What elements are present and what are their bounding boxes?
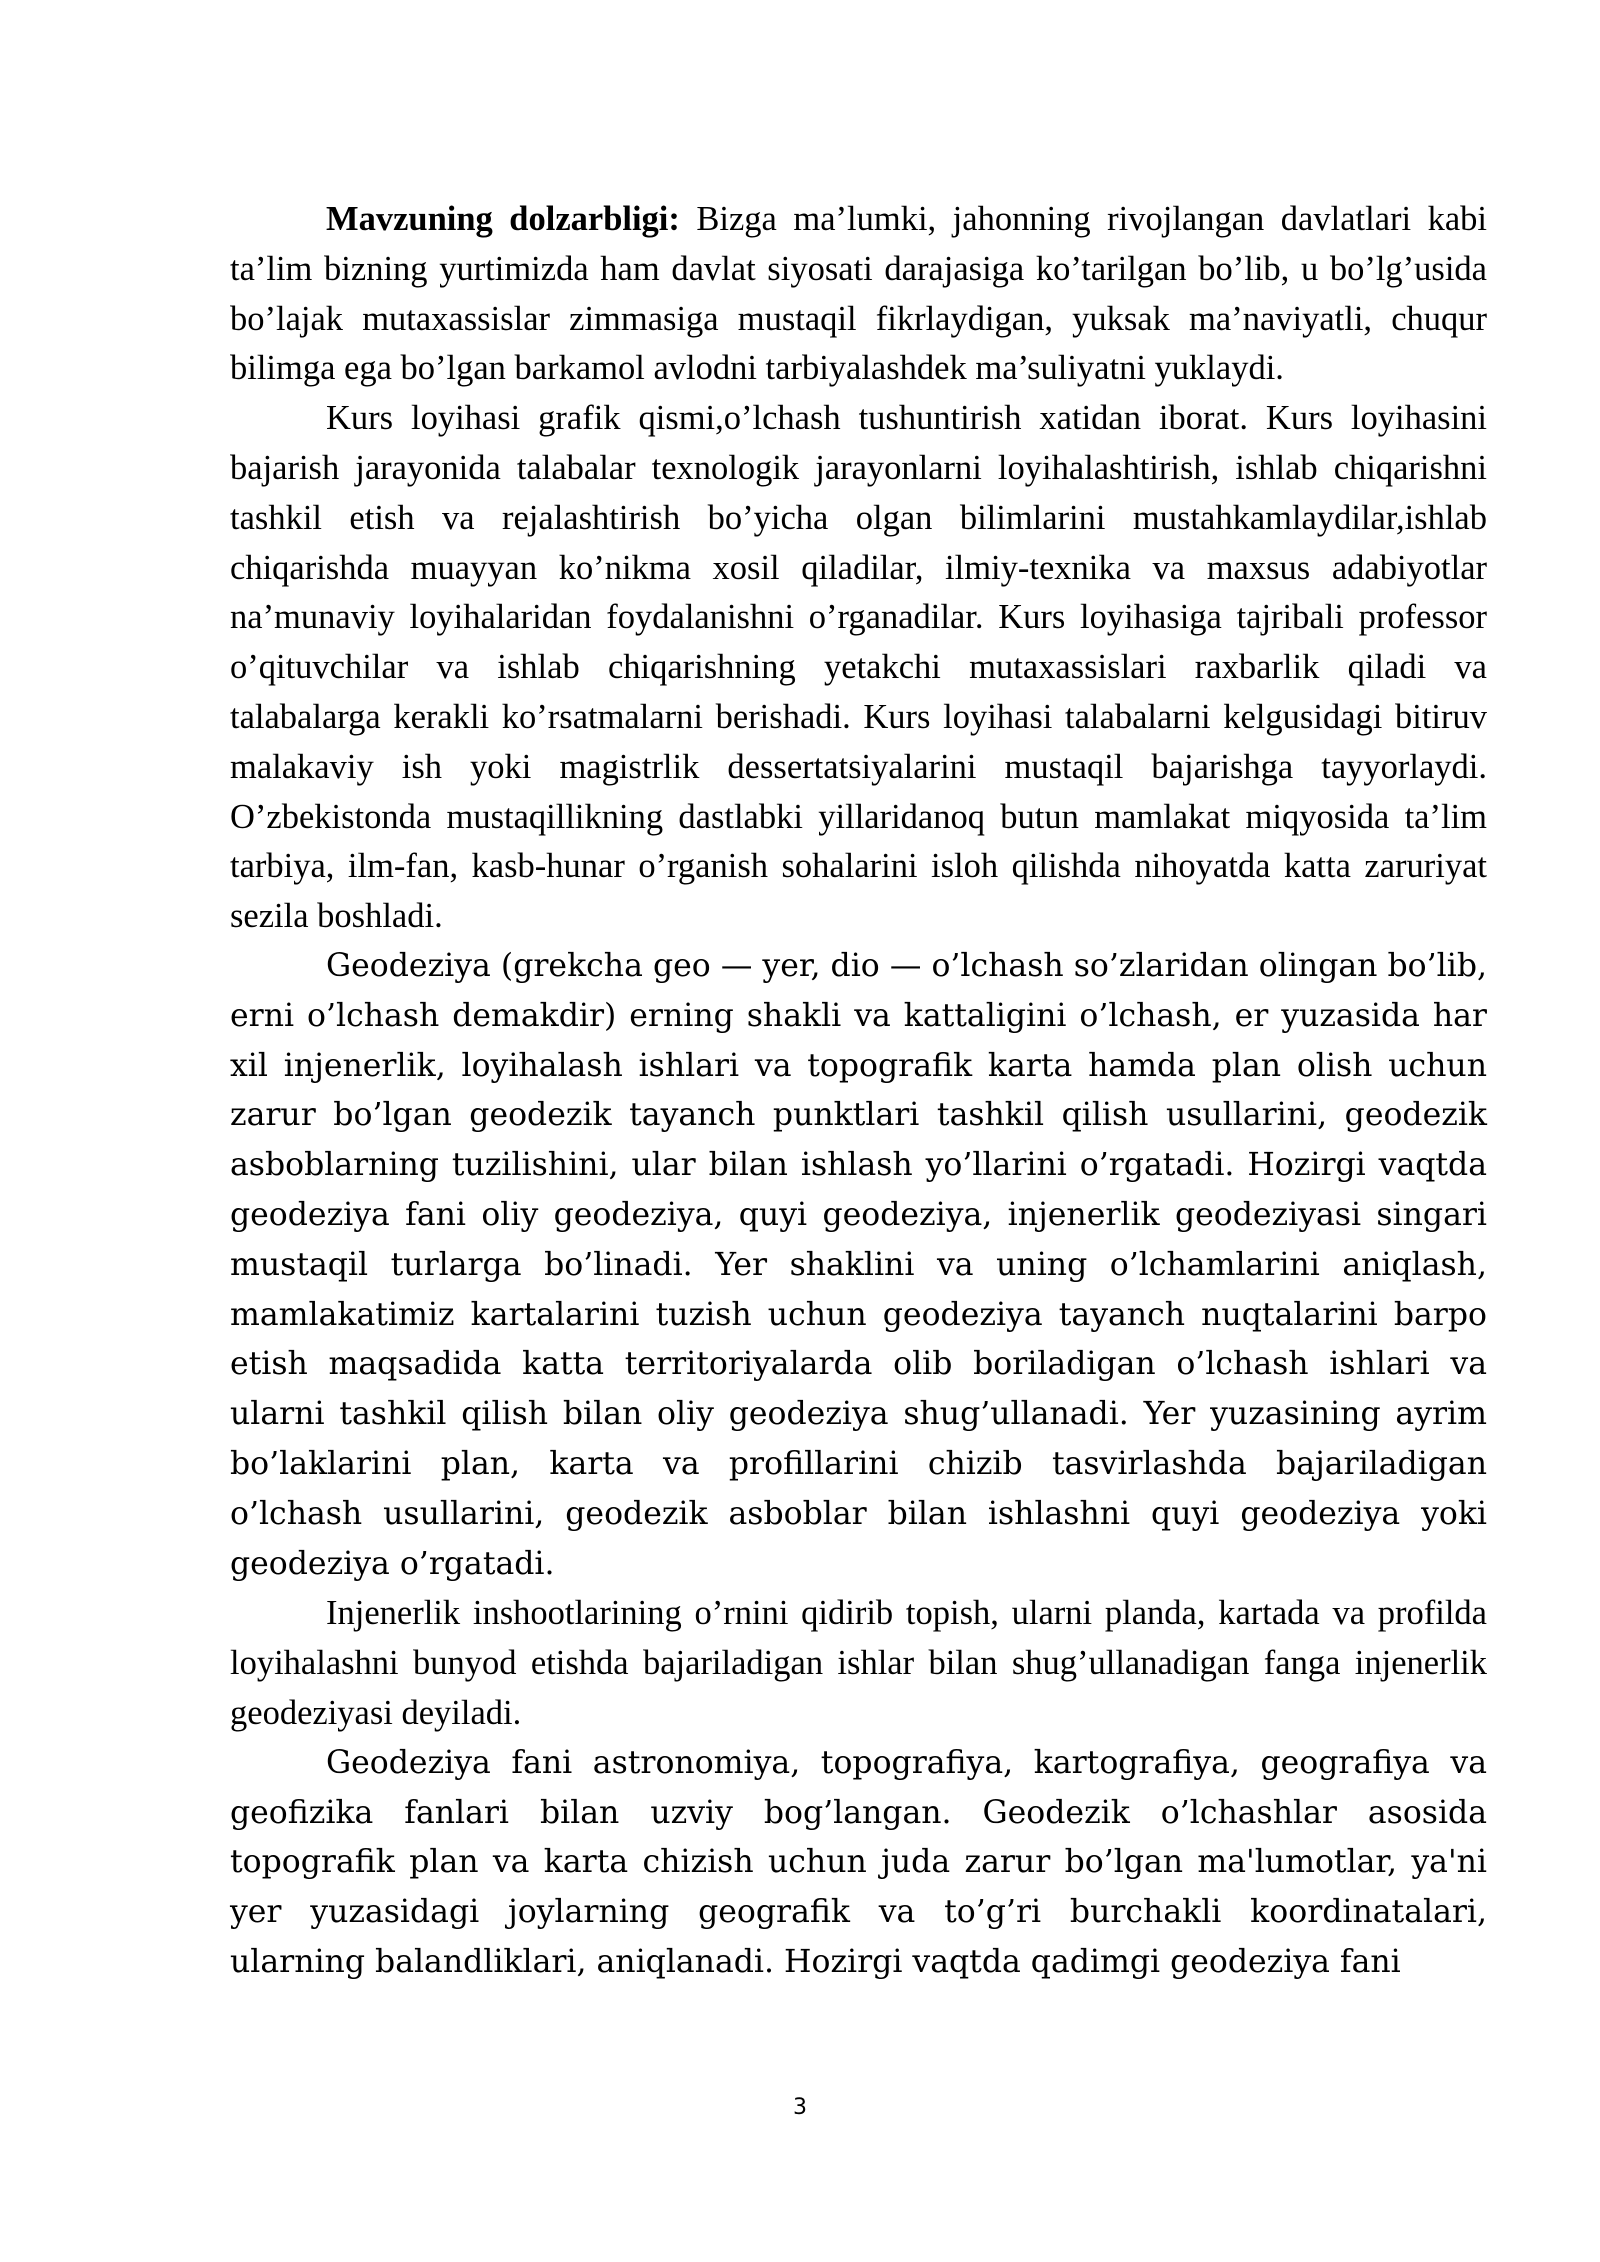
relevance-heading: Mavzuning dolzarbligi:: [326, 200, 680, 238]
paragraph-geodesy-definition: Geodeziya (grekcha geo — yer, dio — o’lchash so’zlaridan olingan bo’lib, erni o’lchash demakdir) erning shakli va kattaligini o’lchash, er yuzasida har xil injenerlik, loyihalash ishlari va topografik karta hamda plan olish uchun zarur bo’lgan geodezik tayanch punktlari tashkil qilish usullarini, geodezik asboblarning tuzilishini, ular bilan ishlash yo’llarini o’rgatadi. Hozirgi vaqtda geodeziya fani oliy geodeziya, quyi geodeziya, injenerlik geodeziyasi singari mustaqil turlarga bo’linadi. Yer shaklini va uning o’lchamlarini aniqlash, mamlakatimiz kartalarini tuzish uchun geodeziya tayanch nuqtalarini barpo etish maqsadida katta territoriyalarda olib boriladigan o’lchash ishlari va ularni tashkil qilish bilan oliy geodeziya shug’ullanadi. Yer yuzasining ayrim bo’laklarini plan, karta va profillarini chizib tasvirlashda bajariladigan o’lchash usullarini, geodezik asboblar bilan ishlashni quyi geodeziya yoki geodeziya o’rgatadi.: [230, 947, 1487, 1582]
page-number: 3: [793, 2095, 807, 2120]
document-page: [230, 195, 1487, 1988]
paragraph-course-project: Kurs loyihasi grafik qismi,o’lchash tushuntirish xatidan iborat. Kurs loyihasini bajarish jarayonida talabalar texnologik jarayonlarni loyihalashtirish, ishlab chiqarishni tashkil etish va rejalashtirish bo’yicha olgan bilimlarini mustahkamlaydilar,ishlab chiqarishda muayyan ko’nikma xosil qiladilar, ilmiy-texnika va maxsus adabiyotlar na’munaviy loyihalaridan foydalanishni o’rganadilar. Kurs loyihasiga tajribali professor o’qituvchilar va ishlab chiqarishning yetakchi mutaxassislari raxbarlik qiladi va talabalarga kerakli ko’rsatmalarni berishadi. Kurs loyihasi talabalarni kelgusidagi bitiruv malakaviy ish yoki magistrlik dessertatsiyalarini mustaqil bajarishga tayyorlaydi. O’zbekistonda mustaqillikning dastlabki yillaridanoq butun mamlakat miqyosida ta’lim tarbiya, ilm-fan, kasb-hunar o’rganish sohalarini isloh qilishda nihoyatda katta zaruriyat sezila boshladi.: [230, 399, 1487, 936]
paragraph-engineering-geodesy: Injenerlik inshootlarining o’rnini qidirib topish, ularni planda, kartada va profilda loyihalashni bunyod etishda bajariladigan ishlar bilan shug’ullanadigan fanga injenerlik geodeziyasi deyiladi.: [230, 1594, 1487, 1732]
paragraph-geodesy-relations: Geodeziya fani astronomiya, topografiya, kartografiya, geografiya va geofizika fanlari bilan uzviy bog’langan. Geodezik o’lchashlar asosida topografik plan va karta chizish uchun juda zarur bo’lgan ma'lumotlar, ya'ni yer yuzasidagi joylarning geografik va to’g’ri burchakli koordinatalari, ularning balandliklari, aniqlanadi. Hozirgi vaqtda qadimgi geodeziya fani: [230, 1744, 1487, 1980]
relevance-text: Bizga ma’lumki, jahonning rivojlangan davlatlari kabi ta’lim bizning yurtimizda ham davlat siyosati darajasiga ko’tarilgan bo’lib, u bo’lg’usida bo’lajak mutaxassislar zimmasiga mustaqil fikrlaydigan, yuksak ma’naviyatli, chuqur bilimga ega bo’lgan barkamol avlodni tarbiyalashdek ma’suliyatni yuklaydi.: [230, 200, 1487, 388]
paragraph-relevance: [230, 195, 1487, 394]
